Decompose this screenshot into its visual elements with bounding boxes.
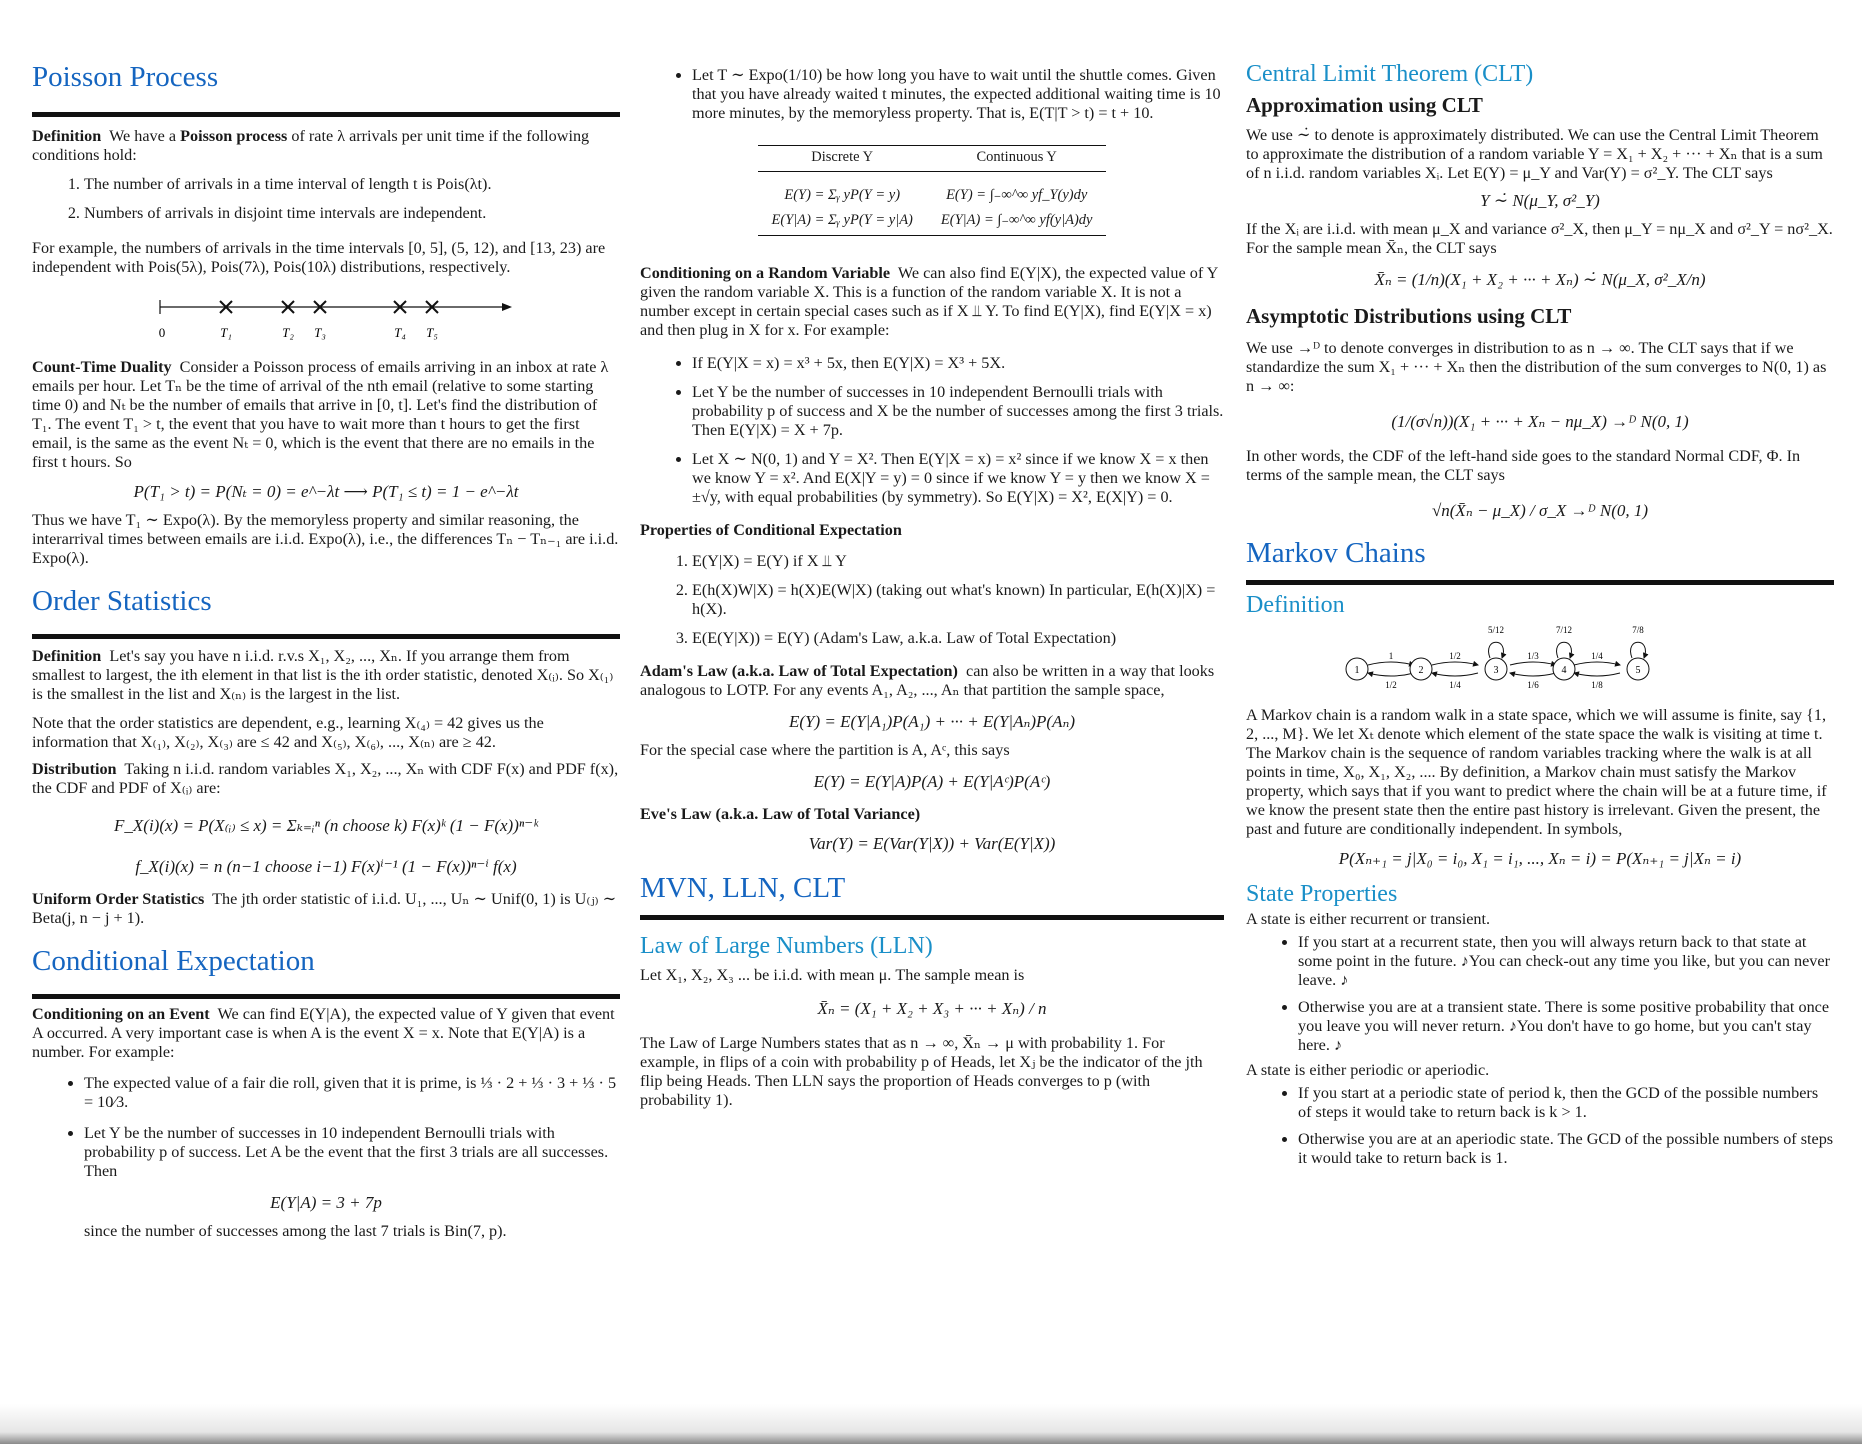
timeline-label: T₄ bbox=[394, 325, 406, 340]
section-title-mvn-lln-clt: MVN, LLN, CLT bbox=[640, 872, 846, 904]
list-item: • Let Y be the number of successes in 10 independent Bernoulli trials with probability p of success and X be the number of successes among the first 3 trials. Then E(Y|X) = X + 7p. bbox=[692, 383, 1224, 440]
asymptotic-head: Asymptotic Distributions using CLT bbox=[1246, 304, 1572, 328]
subsection-title-lln: Law of Large Numbers (LLN) bbox=[640, 933, 933, 959]
timeline-label: 0 bbox=[158, 325, 166, 340]
timeline-label: T₂ bbox=[282, 325, 294, 340]
order-distribution bbox=[32, 760, 620, 798]
markov-mid-label: 1/4 bbox=[1591, 651, 1603, 661]
periodic-list bbox=[1246, 1084, 1834, 1168]
approx-text: We use ∼̇ to denote is approximately distributed. We can use the Central Limit Theorem to approximate the distribution of a random variable Y = X₁ + X₂ + ··· + Xₙ that is a sum of n i.i.d. random variables Xᵢ. Let E(Y) = μ_Y and Var(Y) = σ²_Y. The CLT says bbox=[1246, 126, 1823, 182]
conditional-expectation-table bbox=[758, 145, 1107, 236]
adam-equation-2: E(Y) = E(Y|A)P(A) + E(Y|Aᶜ)P(Aᶜ) bbox=[813, 772, 1051, 791]
list-item: 2. E(h(X)W|X) = h(X)E(W|X) (taking out what's known) In particular, E(h(X)|X) = h(X). bbox=[692, 581, 1224, 619]
table-header: Discrete Y bbox=[758, 146, 927, 172]
markov-top-label: 7/12 bbox=[1555, 625, 1573, 635]
markov-bottom-label: 1/8 bbox=[1591, 680, 1603, 690]
eves-law bbox=[640, 805, 1224, 824]
shuttle-example-list bbox=[640, 66, 1224, 123]
recurrent-intro: A state is either recurrent or transient. bbox=[1246, 910, 1491, 928]
column-left bbox=[32, 60, 620, 1241]
lln-conclusion: The Law of Large Numbers states that as n → ∞, X̄ₙ → μ with probability 1. For example, in flips of a coin with probability p of Heads, let Xⱼ be the indicator of the jth flip being Heads. Then LLN says the proportion of Heads converges to p (with probability 1). bbox=[640, 1034, 1203, 1109]
asymptotic-equation: (1/(σ√n))(X₁ + ··· + Xₙ − nμ_X) →ᴰ N(0, 1) bbox=[1391, 412, 1689, 431]
list-item: • Otherwise you are at an aperiodic state. The GCD of the possible numbers of steps it would take to return back is 1. bbox=[1298, 1130, 1834, 1168]
order-def-head: Definition bbox=[32, 647, 102, 665]
dist-text: Taking n i.i.d. random variables X₁, X₂, ..., Xₙ with CDF F(x) and PDF f(x), the CDF and PDF of X₍ᵢ₎ are: bbox=[32, 760, 619, 797]
markov-mid-label: 1 bbox=[1388, 651, 1394, 661]
list-item: • If you start at a recurrent state, then you will always return back to that state at some point in the future. ♪You can check-out any time you like, but you can never leave. ♪ bbox=[1298, 933, 1834, 990]
uniform-text: The jth order statistic of i.i.d. U₁, ..., Uₙ ∼ Unif(0, 1) is U₍ⱼ₎ ∼ Beta(j, n − j + 1). bbox=[32, 890, 617, 927]
list-item: 1. The number of arrivals in a time interval of length t is Pois(λt). bbox=[84, 175, 620, 194]
list-item: • Let T ∼ Expo(1/10) be how long you have to wait until the shuttle comes. Given that you have already waited t minutes, the expected additional waiting time is 10 more minutes, by the memoryless property. That is, E(T|T > t) = t + 10. bbox=[692, 66, 1224, 123]
order-definition bbox=[32, 647, 620, 704]
approx-after: If the Xᵢ are i.i.d. with mean μ_X and variance σ²_X, then μ_Y = nμ_X and σ²_Y = nσ²_X. For the sample mean X̄ₙ, the CLT says bbox=[1246, 220, 1833, 257]
poisson-def-head: Definition bbox=[32, 127, 102, 145]
poisson-def-text-a: We have a bbox=[109, 127, 181, 145]
markov-top-label: 7/8 bbox=[1632, 625, 1644, 635]
asymptotic-text: We use →ᴰ to denote converges in distribution to as n → ∞. The CLT says that if we standardize the sum X₁ + ··· + Xₙ then the distribution of the sum converges to N(0, 1) as n → ∞: bbox=[1246, 339, 1827, 395]
eve-head: Eve's Law (a.k.a. Law of Total Variance) bbox=[640, 805, 921, 823]
list-item: • If you start at a periodic state of period k, then the GCD of the possible numbers of steps it would take to return back is k > 1. bbox=[1298, 1084, 1834, 1122]
markov-definition-text: A Markov chain is a random walk in a state space, which we will assume is finite, say {1, 2, ..., M}. We let Xₜ denote which element of the state space the walk is visiting at time t. The Markov chain is the sequence of random variables tracking where the walk is at all points in time, X₀, X₁, X₂, .... By definition, a Markov chain must satisfy the Markov property, which says that if you want to predict where the chain will be at a future time, if we know the present state then the entire past history is irrelevant. Given the present, the past and future are conditionally independent. In symbols, bbox=[1246, 706, 1827, 838]
asymptotic-equation-2: √n(X̄ₙ − μ_X) / σ_X →ᴰ N(0, 1) bbox=[1431, 501, 1649, 520]
table-header: Continuous Y bbox=[927, 146, 1107, 172]
markov-state-label: 5 bbox=[1635, 665, 1641, 676]
conditioning-on-rv bbox=[640, 264, 1224, 340]
asymptotic-after: In other words, the CDF of the left-hand side goes to the standard Normal CDF, Φ. In terms of the sample mean, the CLT says bbox=[1246, 447, 1801, 484]
table-cell: E(Y) = Σᵧ yP(Y = y) bbox=[784, 187, 901, 203]
list-item: 2. Numbers of arrivals in disjoint time intervals are independent. bbox=[84, 204, 620, 223]
markov-state-label: 3 bbox=[1493, 665, 1499, 676]
approx-equation: Y ∼̇ N(μ_Y, σ²_Y) bbox=[1480, 191, 1600, 210]
order-pdf-equation: f_X(i)(x) = n (n−1 choose i−1) F(x)ⁱ⁻¹ (1 − F(x))ⁿ⁻ⁱ f(x) bbox=[135, 857, 517, 876]
markov-mid-label: 1/2 bbox=[1449, 651, 1461, 661]
event-equation: E(Y|A) = 3 + 7p bbox=[270, 1193, 382, 1212]
poisson-def-text-b: of rate λ arrivals per unit time if the following conditions hold: bbox=[32, 127, 590, 164]
uniform-head: Uniform Order Statistics bbox=[32, 890, 205, 908]
column-middle bbox=[640, 60, 1224, 1110]
properties-head-text: Properties of Conditional Expectation bbox=[640, 521, 902, 539]
markov-state-label: 2 bbox=[1418, 665, 1424, 676]
adam-equation: E(Y) = E(Y|A₁)P(A₁) + ··· + E(Y|Aₙ)P(Aₙ) bbox=[788, 712, 1076, 731]
order-def-text: Let's say you have n i.i.d. r.v.s X₁, X₂, ..., Xₙ. If you arrange them from smallest to largest, the ith element in that list is the ith order statistic, denoted X₍ᵢ₎. So X₍₁₎ is the smallest in the list and X₍ₙ₎ is the largest in the list. bbox=[32, 647, 614, 703]
subsection-title-state-properties: State Properties bbox=[1246, 881, 1398, 907]
eve-equation: Var(Y) = E(Var(Y|X)) + Var(E(Y|X)) bbox=[808, 834, 1056, 853]
markov-state-label: 4 bbox=[1561, 665, 1567, 676]
order-note: Note that the order statistics are dependent, e.g., learning X₍₄₎ = 42 gives us the information that X₍₁₎, X₍₂₎, X₍₃₎ are ≤ 42 and X₍₅₎, X₍₆₎, ..., X₍ₙ₎ are ≥ 42. bbox=[32, 714, 544, 751]
timeline-label: T₅ bbox=[426, 325, 438, 340]
table-cell: E(Y|A) = Σᵧ yP(Y = y|A) bbox=[758, 207, 927, 236]
section-title-markov-chains: Markov Chains bbox=[1246, 537, 1426, 569]
markov-top-label: 5/12 bbox=[1487, 625, 1505, 635]
event-conclusion: since the number of successes among the last 7 trials is Bin(7, p). bbox=[84, 1222, 507, 1240]
rv-head: Conditioning on a Random Variable bbox=[640, 264, 891, 282]
markov-bottom-label: 1/6 bbox=[1527, 680, 1539, 690]
list-item: • Otherwise you are at a transient state. There is some positive probability that once you leave you will never return. ♪You don't have to go home, but you can't stay here. ♪ bbox=[1298, 998, 1834, 1055]
poisson-timeline bbox=[32, 285, 620, 347]
table-cell: E(Y) = ∫₋∞^∞ yf_Y(y)dy bbox=[946, 187, 1088, 203]
timeline-label: T₃ bbox=[314, 325, 326, 340]
subsection-title-clt: Central Limit Theorem (CLT) bbox=[1246, 61, 1534, 87]
markov-mid-label: 1/3 bbox=[1527, 651, 1539, 661]
table-cell: E(Y|A) = ∫₋∞^∞ yf(y|A)dy bbox=[927, 207, 1107, 236]
lln-text: Let X₁, X₂, X₃ ... be i.i.d. with mean μ. The sample mean is bbox=[640, 966, 1025, 984]
adams-law bbox=[640, 662, 1224, 700]
duality-equation: P(T₁ > t) = P(Nₜ = 0) = e^−λt ⟶ P(T₁ ≤ t) = 1 − e^−λt bbox=[133, 482, 519, 501]
rv-text: We can also find E(Y|X), the expected value of Y given the random variable X. This is a function of the random variable X. It is not a number except in certain special cases such as if X ⫫ Y. To find E(Y|X), find E(Y|X = x) and then plug in X for x. For example: bbox=[640, 264, 1218, 339]
list-item: • Let Y be the number of successes in 10 independent Bernoulli trials with probability p of success. Let A be the event that the first 3 trials are all successes. Then bbox=[84, 1124, 620, 1181]
column-right bbox=[1246, 60, 1834, 1168]
adam-head: Adam's Law (a.k.a. Law of Total Expectation) bbox=[640, 662, 958, 680]
duality-conclusion: Thus we have T₁ ∼ Expo(λ). By the memoryless property and similar reasoning, the interarrival times between emails are i.i.d. Expo(λ), i.e., the differences Tₙ − Tₙ₋₁ are i.i.d. Expo(λ). bbox=[32, 511, 619, 567]
properties-list bbox=[640, 552, 1224, 648]
subsection-title-definition: Definition bbox=[1246, 592, 1345, 618]
page-bottom-shadow bbox=[0, 1404, 1862, 1444]
uniform-order-statistics bbox=[32, 890, 620, 928]
lln-equation: X̄ₙ = (X₁ + X₂ + X₃ + ··· + Xₙ) / n bbox=[817, 999, 1047, 1018]
poisson-definition bbox=[32, 127, 620, 165]
list-item: 3. E(E(Y|X)) = E(Y) (Adam's Law, a.k.a. Law of Total Expectation) bbox=[692, 629, 1224, 648]
poisson-conditions bbox=[32, 175, 620, 223]
dist-head: Distribution bbox=[32, 760, 117, 778]
poisson-def-bold: Poisson process bbox=[180, 127, 288, 145]
approx-head: Approximation using CLT bbox=[1246, 93, 1483, 117]
markov-property-equation: P(Xₙ₊₁ = j|X₀ = i₀, X₁ = i₁, ..., Xₙ = i) = P(Xₙ₊₁ = j|Xₙ = i) bbox=[1338, 849, 1742, 868]
table-row bbox=[758, 172, 1107, 208]
event-text: We can find E(Y|A), the expected value of Y given that event A occurred. A very important case is when A is the event X = x. Note that E(Y|A) is a number. For example: bbox=[32, 1005, 615, 1061]
conditioning-on-event bbox=[32, 1005, 620, 1062]
adam-special: For the special case where the partition is A, Aᶜ, this says bbox=[640, 741, 1010, 759]
order-cdf-equation: F_X(i)(x) = P(X₍ᵢ₎ ≤ x) = Σₖ₌ᵢⁿ (n choose k) F(x)ᵏ (1 − F(x))ⁿ⁻ᵏ bbox=[114, 816, 538, 835]
duality-head: Count-Time Duality bbox=[32, 358, 172, 376]
rv-examples bbox=[640, 354, 1224, 507]
list-item: • Let X ∼ N(0, 1) and Y = X². Then E(Y|X = x) = x² since if we know X = x then we know Y = x². And E(X|Y = y) = 0 since if we know Y = y then we know X = ±√y, with equal probabilities (by symmetry). So E(Y|X) = X², E(X|Y) = 0. bbox=[692, 450, 1224, 507]
list-item: 1. E(Y|X) = E(Y) if X ⫫ Y bbox=[692, 552, 1224, 571]
list-item: • If E(Y|X = x) = x³ + 5x, then E(Y|X) = X³ + 5X. bbox=[692, 354, 1224, 373]
recurrent-list bbox=[1246, 933, 1834, 1055]
markov-bottom-label: 1/4 bbox=[1449, 680, 1461, 690]
markov-bottom-label: 1/2 bbox=[1385, 680, 1397, 690]
poisson-example: For example, the numbers of arrivals in the time intervals [0, 5], (5, 12), and [13, 23) are independent with Pois(5λ), Pois(7λ), Pois(10λ) distributions, respectively. bbox=[32, 239, 606, 276]
markov-chain-diagram bbox=[1246, 623, 1834, 695]
properties-head bbox=[640, 521, 1224, 540]
section-title-poisson: Poisson Process bbox=[32, 61, 219, 93]
periodic-intro: A state is either periodic or aperiodic. bbox=[1246, 1061, 1490, 1079]
event-examples bbox=[32, 1074, 620, 1181]
table-row bbox=[758, 207, 1107, 236]
section-title-conditional-expectation: Conditional Expectation bbox=[32, 945, 315, 977]
duality-text: Consider a Poisson process of emails arriving in an inbox at rate λ emails per hour. Let Tₙ be the time of arrival of the nth email (relative to some starting time 0) and Nₜ be the number of emails that arrive in [0, t]. Let's find the distribution of T₁. The event T₁ > t, the event that you have to wait more than t hours to get the first email, is the same as the event Nₜ = 0, which is the event that there are no emails in the first t hours. So bbox=[32, 358, 609, 471]
list-item: • The expected value of a fair die roll, given that it is prime, is ⅓ · 2 + ⅓ · 3 + ⅓ · 5 = 10⁄3. bbox=[84, 1074, 620, 1112]
timeline-label: T₁ bbox=[220, 325, 232, 340]
adam-text: can also be written in a way that looks analogous to LOTP. For any events A₁, A₂, ..., Aₙ that partition the sample space, bbox=[640, 662, 1215, 699]
markov-state-label: 1 bbox=[1354, 665, 1360, 676]
count-time-duality bbox=[32, 358, 620, 472]
approx-equation-2: X̄ₙ = (1/n)(X₁ + X₂ + ··· + Xₙ) ∼̇ N(μ_X, σ²_X/n) bbox=[1374, 270, 1706, 289]
event-head: Conditioning on an Event bbox=[32, 1005, 210, 1023]
section-title-order-statistics: Order Statistics bbox=[32, 585, 212, 617]
